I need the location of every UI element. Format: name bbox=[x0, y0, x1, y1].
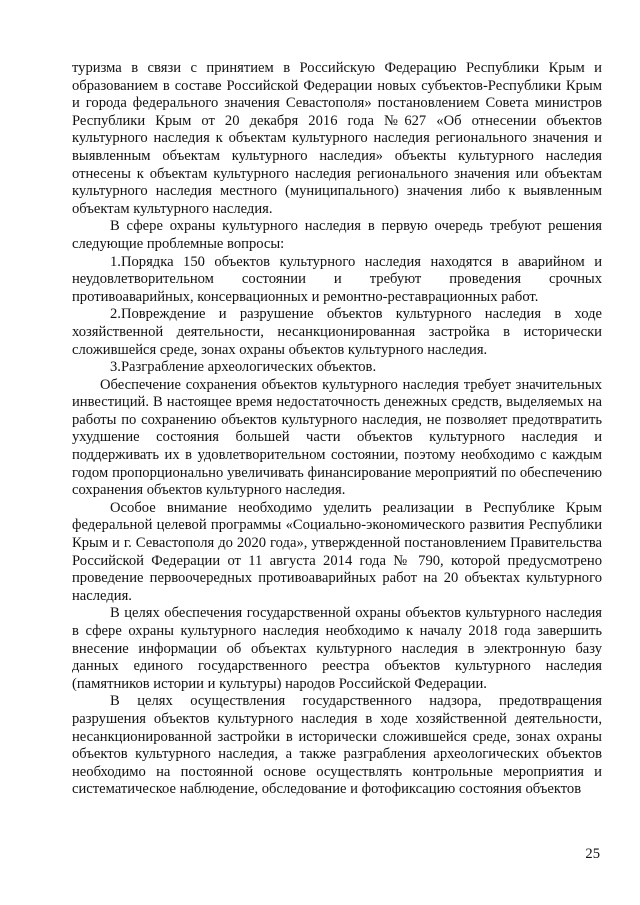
list-item: 3.Разграбление археологических объектов. bbox=[110, 359, 377, 376]
list-item: 1.Порядка 150 объектов культурного наследия находятся в аварийном и неудовлетворительном состоянии и требуют проведения срочных противоаварийных, консервационных и ремонтно-реставрационных работ. bbox=[72, 253, 602, 305]
paragraph: В целях осуществления государственного надзора, предотвращения разрушения объектов культурного наследия в ходе хозяйственной деятельности, несанкционированной застройки в исторически сложившейся среде, зонах охраны объектов культурного наследия, а также разграбления археологических объектов необходимо на постоянной основе осуществлять контрольные мероприятия и систематическое наблюдение, обследование и фотофиксацию состояния объектов bbox=[72, 693, 602, 798]
paragraph: туризма в связи с принятием в Российскую Федерацию Республики Крым и образованием в составе Российской Федерации новых субъектов-Республики Крым и города федерального значения Севастополя» постановлением Совета министров Республики Крым от 20 декабря 2016 года №627 «Об отнесении объектов культурного наследия к объектам культурного наследия регионального значения и выявленным объектам культурного наследия» объекты культурного наследия отнесены к объектам культурного наследия регионального значения или объектам культурного наследия местного (муниципального) значения либо к выявленным объектам культурного наследия. bbox=[72, 60, 602, 217]
paragraph: Особое внимание необходимо уделить реализации в Республике Крым федеральной целевой программы «Социально-экономического развития Республики Крым и г. Севастополя до 2020 года», утвержденной постановлением Правительства Российской Федерации от 11 августа 2014 года № 790, которой предусмотрено проведение первоочередных противоаварийных работ на 20 объектах культурного наследия. bbox=[72, 499, 602, 604]
document-body bbox=[72, 60, 602, 799]
list-item: 2.Повреждение и разрушение объектов культурного наследия в ходе хозяйственной деятельности, несанкционированная застройка в исторически сложившейся среде, зонах охраны объектов культурного наследия. bbox=[72, 306, 602, 358]
paragraph: В сфере охраны культурного наследия в первую очередь требуют решения следующие проблемные вопросы: bbox=[72, 218, 602, 252]
paragraph: В целях обеспечения государственной охраны объектов культурного наследия в сфере охраны культурного наследия необходимо к началу 2018 года завершить внесение информации об объектах культурного наследия в электронную базу данных единого государственного реестра объектов культурного наследия (памятников истории и культуры) народов Российской Федерации. bbox=[72, 605, 602, 692]
paragraph: Обеспечение сохранения объектов культурного наследия требует значительных инвестиций. В настоящее время недостаточность денежных средств, выделяемых на работы по сохранению объектов культурного наследия, не позволяет предотвратить ухудшение состояния большей части объектов культурного наследия и поддерживать их в удовлетворительном состоянии, поэтому необходимо с каждым годом пропорционально увеличивать финансирование мероприятий по обеспечению сохранения объектов культурного наследия. bbox=[72, 376, 602, 499]
page-number: 25 bbox=[585, 846, 600, 862]
